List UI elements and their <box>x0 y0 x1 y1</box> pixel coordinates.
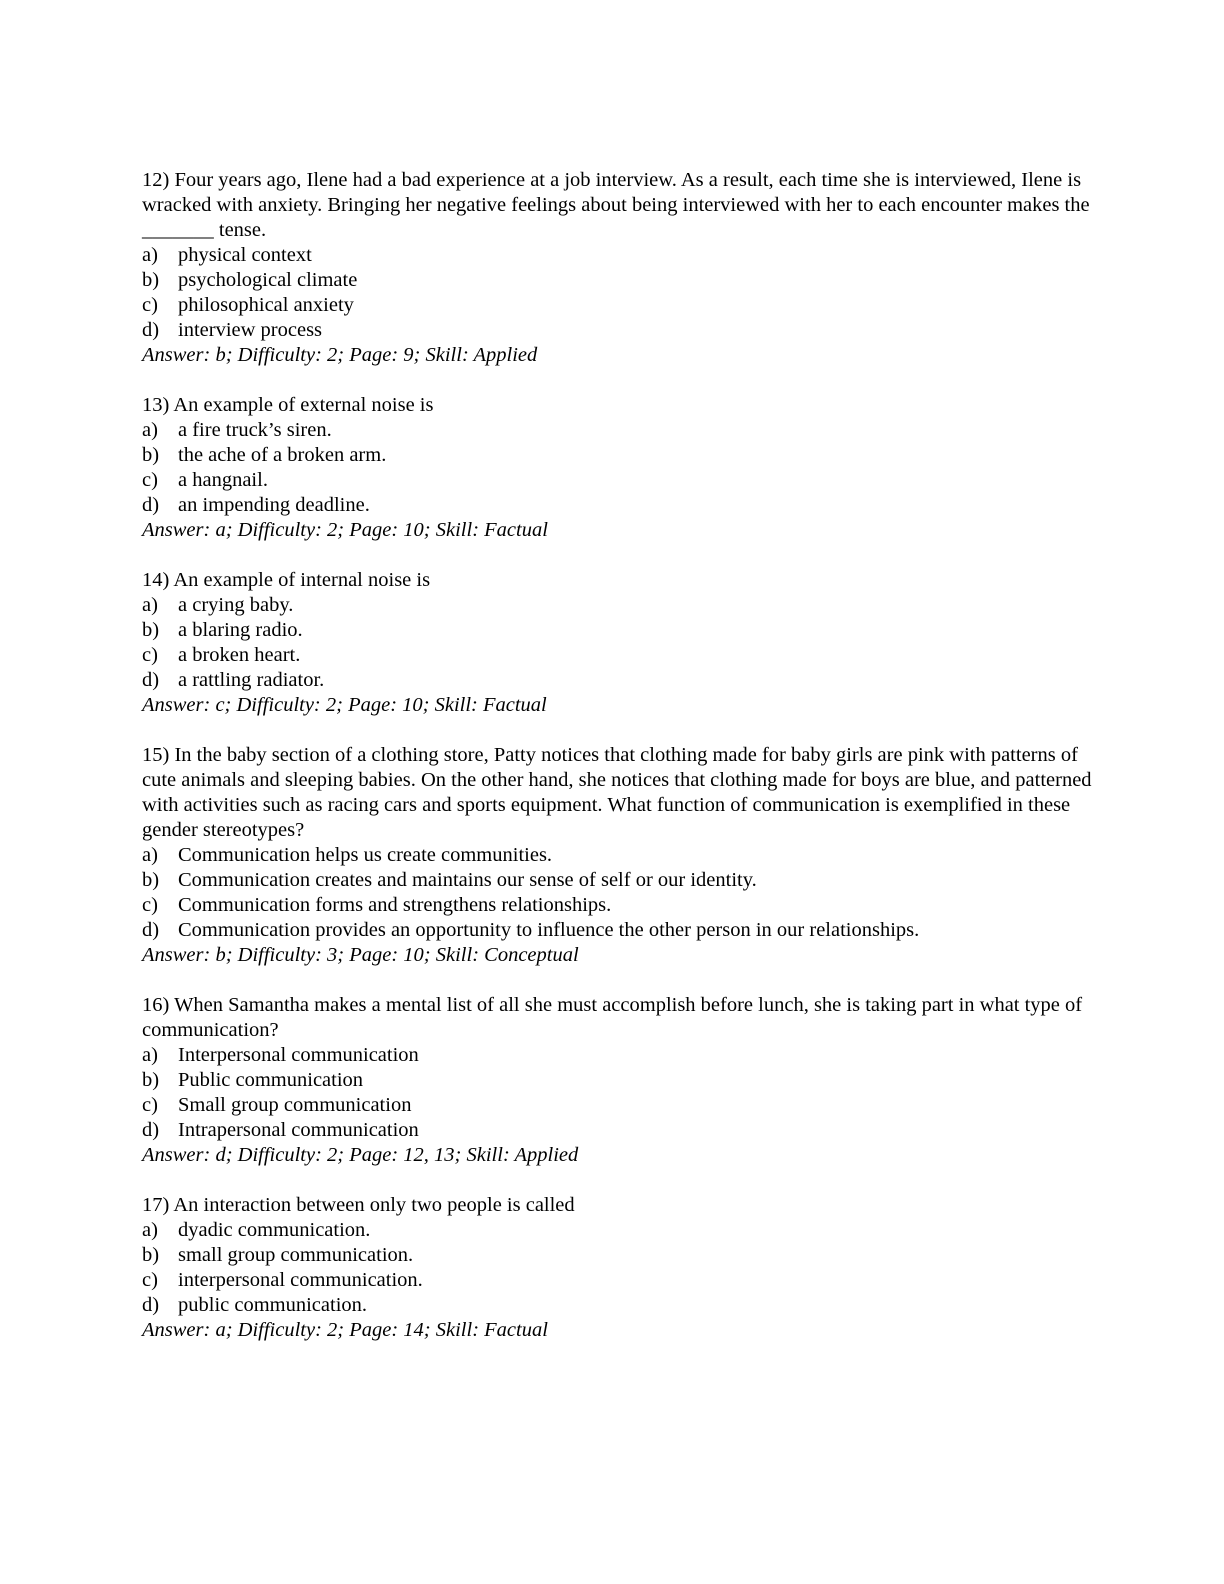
option-text: Communication helps us create communities. <box>178 844 553 866</box>
option-b <box>142 268 1092 293</box>
option-b <box>142 868 1092 893</box>
option-text: Communication creates and maintains our sense of self or our identity. <box>178 869 757 891</box>
option-d <box>142 1118 1092 1143</box>
option-letter: d) <box>142 669 160 691</box>
option-text: Public communication <box>178 1069 364 1091</box>
question-stem: 13) An example of external noise is <box>142 394 434 416</box>
option-text: Intrapersonal communication <box>178 1119 419 1141</box>
option-letter: b) <box>142 619 160 641</box>
answer-key: Answer: c; Difficulty: 2; Page: 10; Skill: Factual <box>142 694 547 716</box>
option-d <box>142 318 1092 343</box>
option-c <box>142 468 1092 493</box>
option-b <box>142 1068 1092 1093</box>
option-text: physical context <box>178 244 312 266</box>
option-a <box>142 418 1092 443</box>
option-b <box>142 1243 1092 1268</box>
option-letter: c) <box>142 469 158 491</box>
option-a <box>142 1218 1092 1243</box>
answer-key: Answer: a; Difficulty: 2; Page: 14; Skill: Factual <box>142 1319 548 1341</box>
option-text: interview process <box>178 319 323 341</box>
option-letter: d) <box>142 1294 160 1316</box>
option-letter: b) <box>142 869 160 891</box>
option-letter: d) <box>142 919 160 941</box>
answer-key: Answer: b; Difficulty: 2; Page: 9; Skill: Applied <box>142 344 538 366</box>
option-letter: a) <box>142 1219 158 1241</box>
answer-key: Answer: a; Difficulty: 2; Page: 10; Skill: Factual <box>142 519 548 541</box>
option-letter: d) <box>142 1119 160 1141</box>
question-17 <box>142 1193 1092 1343</box>
question-12 <box>142 168 1092 368</box>
option-letter: a) <box>142 844 158 866</box>
option-text: psychological climate <box>178 269 358 291</box>
option-a <box>142 593 1092 618</box>
option-letter: b) <box>142 269 160 291</box>
document-page <box>142 168 1092 1368</box>
option-text: Small group communication <box>178 1094 412 1116</box>
option-text: dyadic communication. <box>178 1219 371 1241</box>
option-a <box>142 1043 1092 1068</box>
option-letter: d) <box>142 494 160 516</box>
answer-key: Answer: d; Difficulty: 2; Page: 12, 13; Skill: Applied <box>142 1144 579 1166</box>
question-stem: 17) An interaction between only two people is called <box>142 1194 575 1216</box>
option-letter: b) <box>142 1244 160 1266</box>
option-letter: d) <box>142 319 160 341</box>
option-text: the ache of a broken arm. <box>178 444 387 466</box>
question-stem: 14) An example of internal noise is <box>142 569 431 591</box>
option-text: small group communication. <box>178 1244 414 1266</box>
option-b <box>142 443 1092 468</box>
option-text: a crying baby. <box>178 594 294 616</box>
option-letter: a) <box>142 1044 158 1066</box>
option-text: an impending deadline. <box>178 494 370 516</box>
option-letter: c) <box>142 1094 158 1116</box>
option-text: philosophical anxiety <box>178 294 354 316</box>
option-letter: a) <box>142 419 158 441</box>
question-stem: 16) When Samantha makes a mental list of all she must accomplish before lunch, she is taking part in what type of communication? <box>142 994 1083 1041</box>
option-text: Communication forms and strengthens relationships. <box>178 894 612 916</box>
option-letter: c) <box>142 294 158 316</box>
option-d <box>142 1293 1092 1318</box>
option-text: a blaring radio. <box>178 619 303 641</box>
option-a <box>142 243 1092 268</box>
option-text: Communication provides an opportunity to influence the other person in our relationships. <box>178 919 920 941</box>
option-text: public communication. <box>178 1294 368 1316</box>
option-d <box>142 668 1092 693</box>
option-letter: b) <box>142 1069 160 1091</box>
option-c <box>142 643 1092 668</box>
option-text: a broken heart. <box>178 644 301 666</box>
option-letter: c) <box>142 894 158 916</box>
question-15 <box>142 743 1092 968</box>
option-letter: c) <box>142 1269 158 1291</box>
question-13 <box>142 393 1092 543</box>
option-text: a hangnail. <box>178 469 268 491</box>
option-text: interpersonal communication. <box>178 1269 423 1291</box>
question-stem: 15) In the baby section of a clothing store, Patty notices that clothing made for baby girls are pink with patterns of cute animals and sleeping babies. On the other hand, she notices that clothing made for boys are blue, and patterned with activities such as racing cars and sports equipment. What function of communication is exemplified in these gender stereotypes? <box>142 744 1092 841</box>
option-text: a fire truck’s siren. <box>178 419 332 441</box>
option-c <box>142 1093 1092 1118</box>
question-16 <box>142 993 1092 1168</box>
option-b <box>142 618 1092 643</box>
option-d <box>142 918 1092 943</box>
option-letter: a) <box>142 244 158 266</box>
question-14 <box>142 568 1092 718</box>
option-text: a rattling radiator. <box>178 669 325 691</box>
option-letter: a) <box>142 594 158 616</box>
answer-key: Answer: b; Difficulty: 3; Page: 10; Skill: Conceptual <box>142 944 579 966</box>
option-c <box>142 293 1092 318</box>
option-letter: c) <box>142 644 158 666</box>
option-text: Interpersonal communication <box>178 1044 419 1066</box>
option-c <box>142 893 1092 918</box>
option-c <box>142 1268 1092 1293</box>
question-stem: 12) Four years ago, Ilene had a bad experience at a job interview. As a result, each time she is interviewed, Ilene is wracked with anxiety. Bringing her negative feelings about being interviewed with her to each encounter makes the _______ tense. <box>142 169 1090 241</box>
option-d <box>142 493 1092 518</box>
option-letter: b) <box>142 444 160 466</box>
option-a <box>142 843 1092 868</box>
